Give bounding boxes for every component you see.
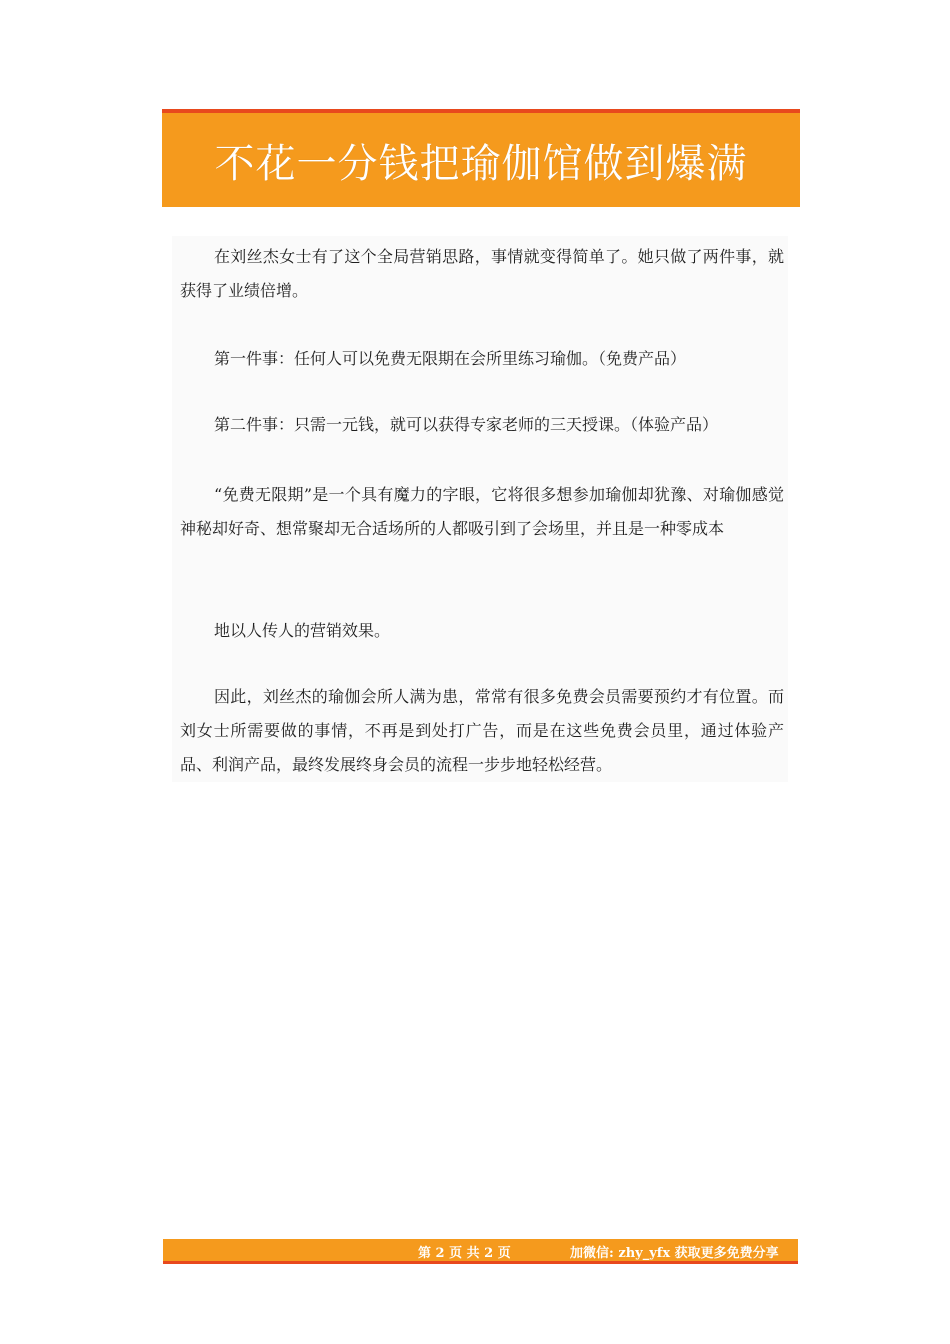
paragraph-conclusion: 因此，刘丝杰的瑜伽会所人满为患，常常有很多免费会员需要预约才有位置。而刘女士所需要做的事情，不再是到处打广告，而是在这些免费会员里，通过体验产品、利润产品，最终发展终身会员的流程一步步地轻松经营。 — [180, 687, 784, 774]
paragraph-first-thing: 第一件事：任何人可以免费无限期在会所里练习瑜伽。（免费产品） — [214, 349, 687, 368]
paragraph-intro: 在刘丝杰女士有了这个全局营销思路，事情就变得简单了。她只做了两件事，就获得了业绩倍增。 — [180, 247, 784, 300]
page-title: 不花一分钱把瑜伽馆做到爆满 — [214, 140, 748, 187]
title-banner — [162, 109, 800, 207]
paragraph-word-of-mouth: 地以人传人的营销效果。 — [214, 621, 391, 640]
paragraph-free-unlimited: “免费无限期”是一个具有魔力的字眼，它将很多想参加瑜伽却犹豫、对瑜伽感觉神秘却好奇、想常聚却无合适场所的人都吸引到了会场里，并且是一种零成本 — [180, 485, 784, 538]
paragraph-second-thing: 第二件事：只需一元钱，就可以获得专家老师的三天授课。（体验产品） — [214, 415, 719, 434]
footer-promo-text: 加微信: zhy_yfx 获取更多免费分享 — [570, 1246, 779, 1261]
footer-bar — [163, 1239, 798, 1264]
page-number: 第 2 页 共 2 页 — [418, 1246, 511, 1261]
